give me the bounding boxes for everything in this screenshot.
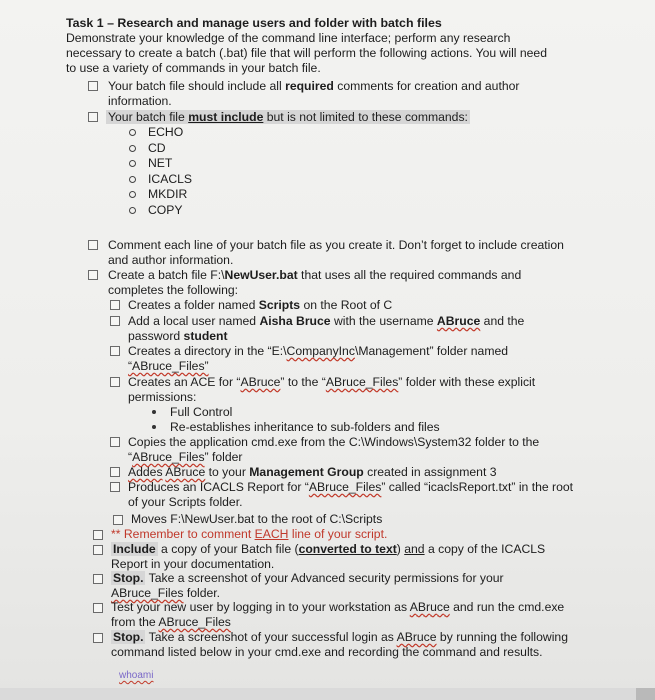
checkbox-bullet — [93, 530, 103, 540]
circle-bullet — [129, 191, 136, 198]
subtask-create-directory: Creates a directory in the “E:\CompanyInc\Management” folder named — [128, 344, 509, 358]
checkbox-bullet — [110, 482, 120, 492]
subtask-add-user: Add a local user named Aisha Bruce with the username ABruce and the — [128, 314, 525, 328]
remember-note: ** Remember to comment EACH line of your script. — [111, 527, 388, 541]
subtask-copy-cmd-line2: “ABruce_Files” folder — [128, 450, 243, 464]
stop-screenshot-permissions: Stop. Take a screenshot of your Advanced security permissions for your — [113, 571, 504, 585]
requirement-comments-line2: information. — [108, 94, 172, 108]
subtask-move-batch: Moves F:\NewUser.bat to the root of C:\Scripts — [131, 512, 383, 526]
dot-bullet — [152, 410, 156, 414]
intro-line-3: to use a variety of commands in your batch file. — [66, 61, 321, 75]
subtask-icacls-report-line2: of your Scripts folder. — [128, 495, 243, 509]
checkbox-bullet — [88, 270, 98, 280]
command-item: ECHO — [148, 125, 184, 139]
task-title: Task 1 – Research and manage users and folder with batch files — [66, 16, 442, 30]
checkbox-bullet — [93, 574, 103, 584]
checkbox-bullet — [93, 633, 103, 643]
checkbox-bullet — [110, 300, 120, 310]
circle-bullet — [129, 145, 136, 152]
checkbox-bullet — [113, 515, 123, 525]
circle-bullet — [129, 176, 136, 183]
intro-line-2: necessary to create a batch (.bat) file that will perform the following actions. You will need — [66, 46, 547, 60]
requirement-comments: Your batch file should include all required comments for creation and author — [108, 79, 520, 93]
dot-bullet — [152, 425, 156, 429]
intro-line-1: Demonstrate your knowledge of the command line interface; perform any research — [66, 31, 511, 45]
checkbox-bullet — [88, 81, 98, 91]
checkbox-bullet — [110, 346, 120, 356]
command-item: COPY — [148, 203, 183, 217]
subtask-icacls-report: Produces an ICACLS Report for “ABruce_Files” called “icaclsReport.txt” in the root — [128, 480, 574, 494]
comment-instruction: Comment each line of your batch file as you create it. Don’t forget to include creation — [108, 238, 564, 252]
subtask-create-ace: Creates an ACE for “ABruce” to the “ABruce_Files” folder with these explicit — [128, 375, 536, 389]
permission-item: Re-establishes inheritance to sub-folders and files — [170, 420, 440, 434]
corner-edge — [636, 688, 655, 700]
checkbox-bullet — [93, 603, 103, 613]
comment-instruction-line2: and author information. — [108, 253, 234, 267]
command-item: NET — [148, 156, 173, 170]
test-user-instruction: Test your new user by logging in to your workstation as ABruce and run the cmd.exe — [111, 600, 565, 614]
stop-screenshot-login: Stop. Take a screenshot of your successful login as ABruce by running the following — [113, 630, 568, 644]
checkbox-bullet — [110, 316, 120, 326]
checkbox-bullet — [110, 377, 120, 387]
create-batch-instruction: Create a batch file F:\NewUser.bat that uses all the required commands and — [108, 268, 522, 282]
handwritten-whoami: whoami — [119, 670, 154, 681]
command-item: MKDIR — [148, 187, 188, 201]
include-instruction-line2: Report in your documentation. — [111, 557, 275, 571]
test-user-instruction-line2: from the ABruce_Files — [111, 615, 231, 629]
subtask-create-directory-line2: “ABruce_Files” — [128, 359, 209, 373]
subtask-copy-cmd: Copies the application cmd.exe from the C:\Windows\System32 folder to the — [128, 435, 540, 449]
create-batch-line2: completes the following: — [108, 283, 239, 297]
requirement-commands: Your batch file must include but is not limited to these commands: — [108, 110, 468, 124]
subtask-create-ace-line2: permissions: — [128, 390, 197, 404]
checkbox-bullet — [110, 437, 120, 447]
include-instruction: Include a copy of your Batch file (converted to text) and a copy of the ICACLS — [113, 542, 546, 556]
stop-screenshot-permissions-line2: ABruce_Files folder. — [111, 586, 221, 600]
command-item: ICACLS — [148, 172, 193, 186]
checkbox-bullet — [88, 240, 98, 250]
bottom-edge — [0, 688, 655, 700]
command-item: CD — [148, 141, 166, 155]
checkbox-bullet — [93, 545, 103, 555]
checkbox-bullet — [88, 112, 98, 122]
permission-item: Full Control — [170, 405, 233, 419]
circle-bullet — [129, 160, 136, 167]
circle-bullet — [129, 207, 136, 214]
subtask-scripts-folder: Creates a folder named Scripts on the Root of C — [128, 298, 393, 312]
subtask-add-user-line2: password student — [128, 329, 228, 343]
subtask-add-to-group: Addes ABruce to your Management Group created in assignment 3 — [128, 465, 497, 479]
circle-bullet — [129, 129, 136, 136]
stop-screenshot-login-line2: command listed below in your cmd.exe and recording the command and results. — [111, 645, 543, 659]
checkbox-bullet — [110, 467, 120, 477]
